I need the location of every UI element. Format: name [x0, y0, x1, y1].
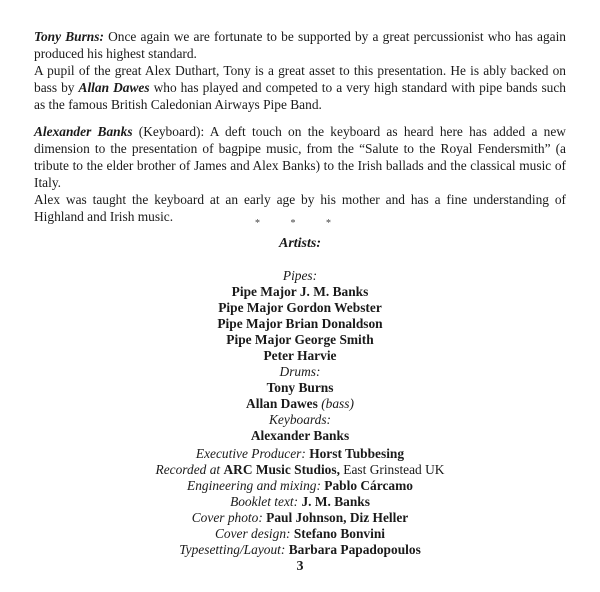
credit-value: J. M. Banks [301, 494, 370, 509]
credit-location: East Grinstead UK [343, 462, 445, 477]
artist-name-with-note [0, 396, 600, 412]
credit-line [0, 510, 600, 526]
credit-value: Horst Tubbesing [309, 446, 405, 461]
production-credits [0, 446, 600, 558]
artist-name: Pipe Major George Smith [226, 332, 374, 347]
page-number: 3 [296, 559, 304, 574]
bio-text: A pupil of the great Alex Duthart, Tony is a great asset to this presentation. He is ably backed on bass by [34, 63, 566, 95]
credit-line [0, 462, 600, 478]
bio-name: Alexander Banks [34, 124, 133, 139]
bio-text: (Keyboard): A deft touch on the keyboard as heard here has added a new dimension to the presentation of bagpipe music, from the “Salute to the Royal Fendersmith” (a tribute to the elder brother of James and Alex Banks) to the Irish ballads and the classical music of Italy. [34, 124, 566, 190]
credit-label: Cover photo: [191, 510, 263, 525]
credit-line [0, 446, 600, 462]
bio-tony-burns [34, 28, 566, 113]
bio-text: Alex was taught the keyboard at an early age by his mother and has a fine understanding of Highland and Irish music. [34, 192, 566, 224]
role-label-pipes: Pipes: [282, 268, 318, 283]
credit-line [0, 526, 600, 542]
credit-label: Booklet text: [230, 494, 299, 509]
bio-paragraph [34, 28, 566, 62]
role-label-keyboards: Keyboards: [269, 412, 331, 427]
instrument-note: (bass) [321, 396, 354, 411]
credit-value: Barbara Papadopoulos [288, 542, 421, 557]
credit-line [0, 494, 600, 510]
credit-label: Cover design: [214, 526, 291, 541]
artist-name: Tony Burns [266, 380, 334, 395]
credit-value: ARC Music Studios, [223, 462, 340, 477]
credit-label: Typesetting/Layout: [179, 542, 286, 557]
credit-line [0, 542, 600, 558]
artist-name: Pipe Major Gordon Webster [218, 300, 382, 315]
artist-name: Peter Harvie [263, 348, 337, 363]
artist-name: Alexander Banks [250, 428, 350, 443]
artists-roster [0, 268, 600, 444]
credit-label: Executive Producer: [195, 446, 306, 461]
credit-value: Pablo Cárcamo [324, 478, 413, 493]
credit-line [0, 478, 600, 494]
role-label-drums: Drums: [279, 364, 321, 379]
section-separator: * * * [255, 218, 345, 229]
bio-name: Tony Burns: [34, 29, 104, 44]
bio-text: Once again we are fortunate to be supported by a great percussionist who has again produced his highest standard. [34, 29, 566, 61]
artists-heading: Artists: [278, 236, 321, 251]
bio-paragraph [34, 62, 566, 113]
credit-label: Recorded at [155, 462, 221, 477]
artist-name: Pipe Major J. M. Banks [231, 284, 369, 299]
artist-name: Allan Dawes [246, 396, 318, 411]
artist-name: Pipe Major Brian Donaldson [217, 316, 383, 331]
bio-text: who has played and competed to a very high standard with pipe bands such as the famous British Caledonian Airways Pipe Band. [34, 80, 566, 112]
bio-paragraph [34, 123, 566, 191]
bio-alexander-banks [34, 123, 566, 225]
credit-value: Stefano Bonvini [293, 526, 385, 541]
credit-value: Paul Johnson, Diz Heller [266, 510, 409, 525]
credit-label: Engineering and mixing: [187, 478, 321, 493]
bio-name: Allan Dawes [78, 80, 150, 95]
